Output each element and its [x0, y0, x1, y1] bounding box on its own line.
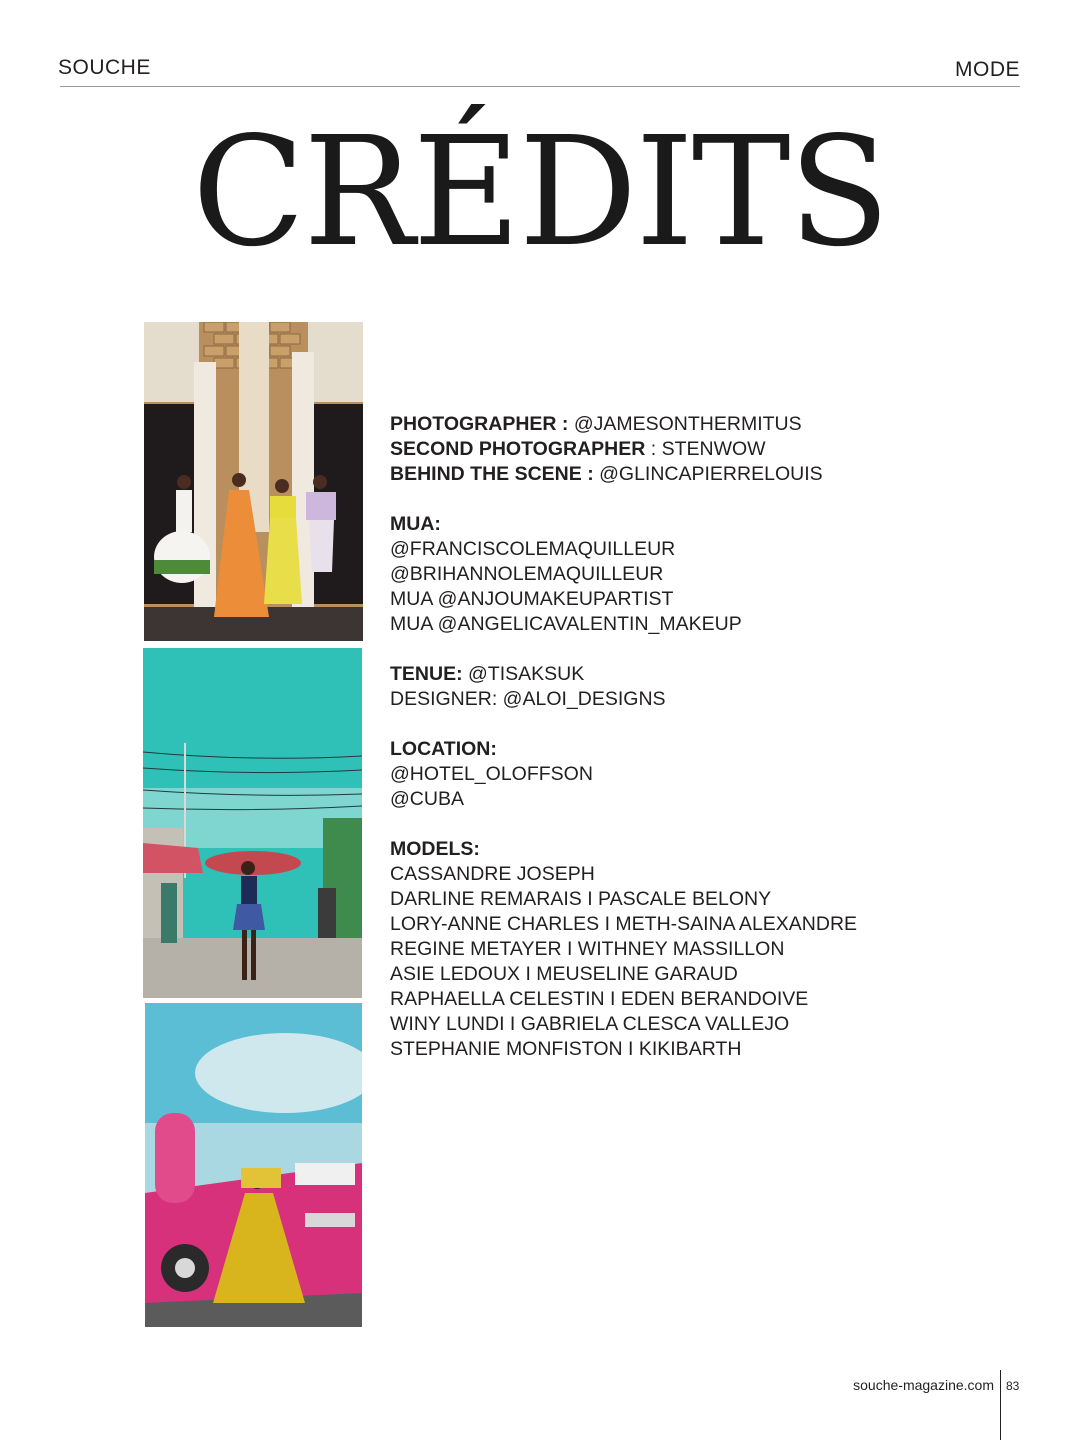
credit-location-heading: LOCATION:	[390, 738, 497, 760]
credit-model-item: WINY LUNDI I GABRIELA CLESCA VALLEJO	[390, 1013, 790, 1035]
footer-divider	[1000, 1370, 1001, 1440]
credit-value: @TISAKSUK	[462, 663, 585, 685]
credit-mua-item: @FRANCISCOLEMAQUILLEUR	[390, 538, 676, 560]
credit-value: @JAMESONTHERMITUS	[568, 413, 802, 435]
credit-model-item: RAPHAELLA CELESTIN I EDEN BERANDOIVE	[390, 988, 809, 1010]
section-name: MODE	[955, 58, 1020, 81]
credit-label: SECOND PHOTOGRAPHER	[390, 438, 646, 460]
credit-models-heading: MODELS:	[390, 838, 480, 860]
photo-street-market	[143, 648, 362, 998]
credit-model-item: REGINE METAYER I WITHNEY MASSILLON	[390, 938, 785, 960]
credit-value: : STENWOW	[645, 438, 766, 460]
credit-model-item: CASSANDRE JOSEPH	[390, 863, 595, 885]
credits-list	[390, 412, 1030, 1062]
credit-label: TENUE:	[390, 663, 463, 685]
credit-label: PHOTOGRAPHER :	[390, 413, 569, 435]
credit-label: BEHIND THE SCENE :	[390, 463, 594, 485]
page-title: CRÉDITS	[192, 104, 888, 280]
credit-model-item: LORY-ANNE CHARLES I METH-SAINA ALEXANDRE	[390, 913, 858, 935]
footer-website: souche-magazine.com	[853, 1377, 994, 1393]
credit-mua-item: @BRIHANNOLEMAQUILLEUR	[390, 563, 664, 585]
credit-mua-item: MUA @ANJOUMAKEUPARTIST	[390, 588, 674, 610]
credit-model-item: DARLINE REMARAIS I PASCALE BELONY	[390, 888, 772, 910]
page-number: 83	[1006, 1379, 1020, 1393]
credit-second-photographer	[390, 437, 1030, 462]
credit-behind-the-scene	[390, 462, 1030, 487]
credit-model-item: STEPHANIE MONFISTON I KIKIBARTH	[390, 1038, 742, 1060]
photo-pink-car	[145, 1003, 362, 1327]
credit-location-item: @CUBA	[390, 788, 464, 810]
credit-tenue	[390, 662, 1030, 687]
magazine-name: SOUCHE	[58, 56, 151, 79]
credit-mua-item: MUA @ANGELICAVALENTIN_MAKEUP	[390, 613, 742, 635]
credit-designer: DESIGNER: @ALOI_DESIGNS	[390, 688, 666, 710]
credit-mua-heading: MUA:	[390, 513, 441, 535]
credit-photographer	[390, 412, 1030, 437]
credit-model-item: ASIE LEDOUX I MEUSELINE GARAUD	[390, 963, 738, 985]
header-divider	[60, 86, 1020, 87]
credit-location-item: @HOTEL_OLOFFSON	[390, 763, 593, 785]
photo-models-doorway	[144, 322, 363, 641]
credit-value: @GLINCAPIERRELOUIS	[593, 463, 823, 485]
